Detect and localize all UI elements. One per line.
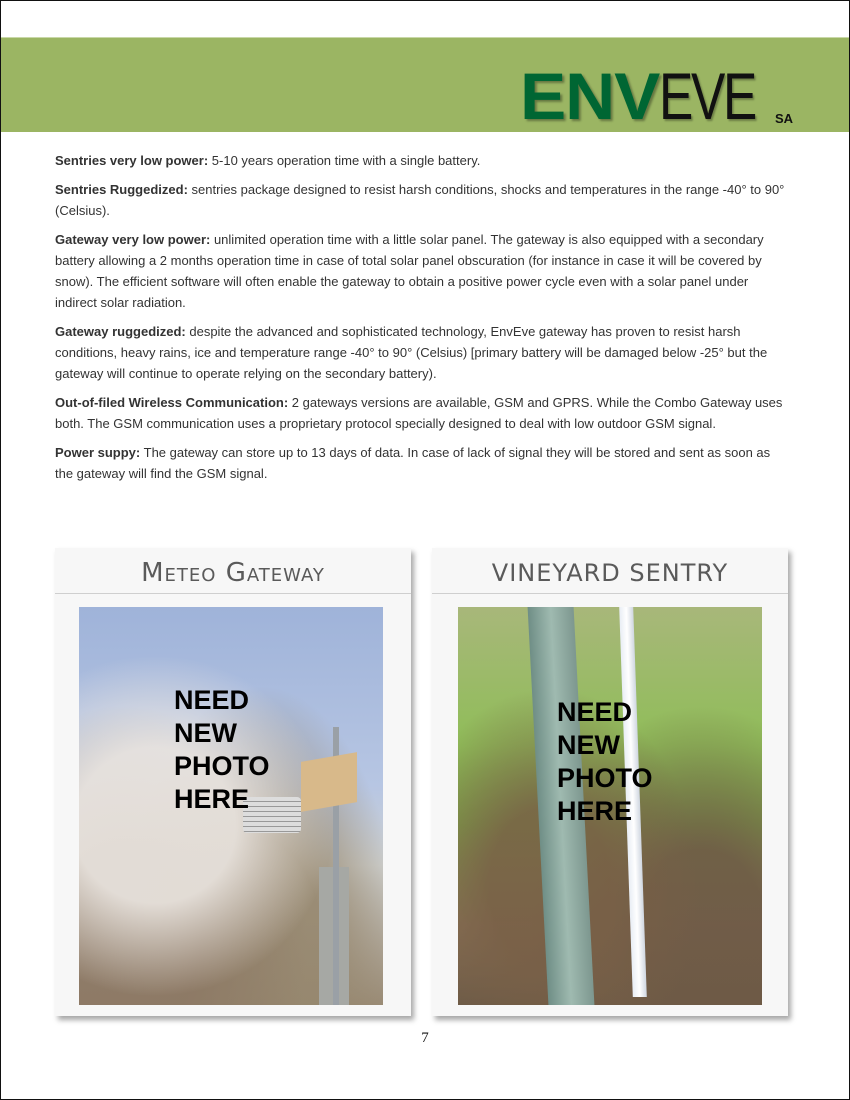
feature-label: Out-of-filed Wireless Communication:	[55, 395, 289, 410]
page-number: 7	[421, 1030, 429, 1046]
overlay-line: NEED	[557, 697, 633, 727]
feature-paragraph	[55, 179, 785, 221]
overlay-line: PHOTO	[557, 763, 653, 793]
overlay-line: HERE	[174, 784, 250, 814]
card-title: Meteo Gateway	[55, 548, 411, 594]
feature-text: sentries package designed to resist harsh conditions, shocks and temperatures in the range -40° to 90° (Celsius).	[55, 182, 785, 218]
meteo-gateway-card	[55, 548, 411, 1016]
feature-label: Gateway very low power:	[55, 232, 211, 247]
overlay-line: HERE	[557, 796, 633, 826]
card-title: VINEYARD SENTRY	[432, 548, 788, 594]
overlay-line: NEW	[174, 718, 237, 748]
placeholder-overlay	[174, 684, 270, 816]
feature-label: Sentries very low power:	[55, 153, 209, 168]
overlay-line: PHOTO	[174, 751, 270, 781]
placeholder-overlay	[557, 696, 653, 828]
feature-paragraph	[55, 392, 785, 434]
feature-label: Power suppy:	[55, 445, 141, 460]
feature-text: despite the advanced and sophisticated technology, EnvEve gateway has proven to resist harsh conditions, heavy rains, ice and temperature range -40° to 90° (Celsius) [primary battery will be damaged below -25° but the gateway will continue to operate relying on the secondary battery).	[55, 324, 768, 381]
overlay-line: NEED	[174, 685, 250, 715]
feature-label: Gateway ruggedized:	[55, 324, 186, 339]
feature-paragraph	[55, 321, 785, 384]
overlay-line: NEW	[557, 730, 620, 760]
vineyard-sentry-card	[432, 548, 788, 1016]
feature-text: 5-10 years operation time with a single battery.	[208, 153, 481, 168]
enveve-logo	[520, 56, 793, 133]
feature-paragraph	[55, 150, 785, 171]
logo-sa: SA	[774, 111, 793, 126]
feature-paragraph	[55, 229, 785, 313]
feature-paragraph	[55, 442, 785, 484]
logo-env: ENV	[520, 59, 660, 133]
logo-eve: EVE	[658, 59, 755, 133]
feature-label: Sentries Ruggedized:	[55, 182, 188, 197]
header-band	[1, 37, 849, 132]
feature-text: The gateway can store up to 13 days of data. In case of lack of signal they will be stored and sent as soon as the gateway will find the GSM signal.	[55, 445, 771, 481]
meteo-gateway-photo	[79, 607, 383, 1005]
feature-text: 2 gateways versions are available, GSM and GPRS. While the Combo Gateway uses both. The GSM communication uses a proprietary protocol specially designed to deal with low outdoor GSM signal.	[55, 395, 783, 431]
feature-list	[55, 150, 785, 492]
vineyard-sentry-photo	[458, 607, 762, 1005]
photo-gateway-box	[301, 752, 357, 812]
feature-text: unlimited operation time with a little solar panel. The gateway is also equipped with a secondary battery allowing a 2 months operation time in case of total solar panel obscuration (for instance in case it will be covered by snow). The efficient software will often enable the gateway to obtain a positive power cycle even with a solar panel under indirect solar radiation.	[55, 232, 764, 310]
